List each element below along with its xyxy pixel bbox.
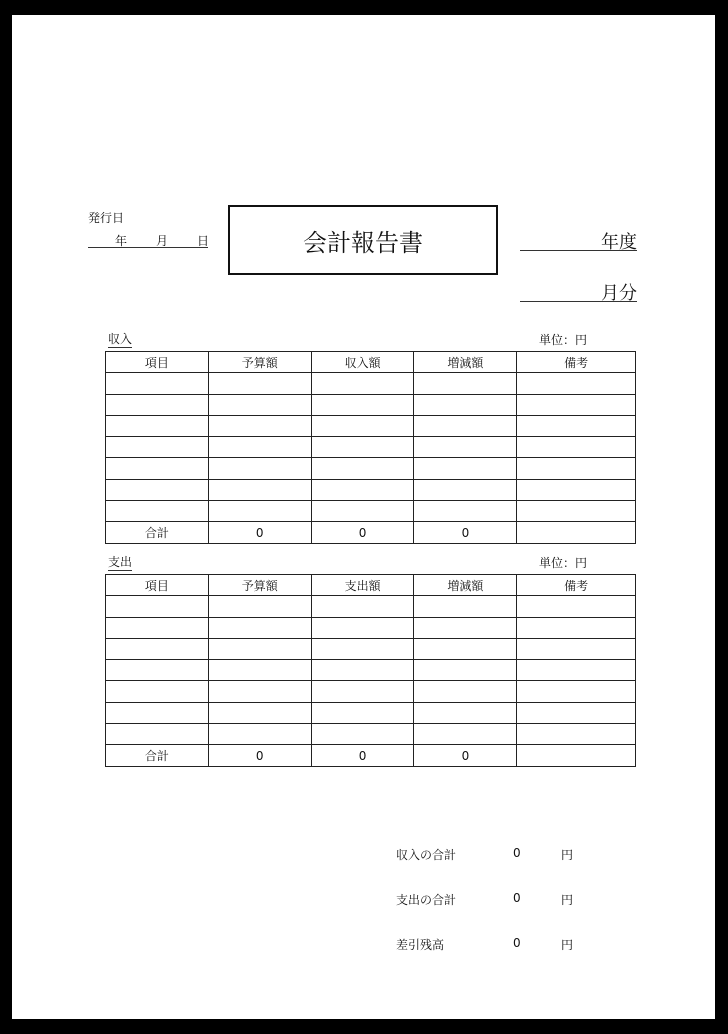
table-cell[interactable]	[106, 479, 209, 500]
table-cell[interactable]	[517, 501, 636, 522]
table-cell[interactable]	[208, 681, 311, 702]
column-header: 備考	[517, 575, 636, 596]
total-cell	[517, 745, 636, 766]
table-cell[interactable]	[208, 394, 311, 415]
table-cell[interactable]	[517, 373, 636, 394]
fiscal-year-field[interactable]	[520, 228, 637, 251]
table-cell[interactable]	[517, 437, 636, 458]
table-cell[interactable]	[517, 479, 636, 500]
table-cell[interactable]	[517, 724, 636, 745]
table-cell[interactable]	[311, 437, 414, 458]
table-cell[interactable]	[517, 415, 636, 436]
table-cell[interactable]	[414, 501, 517, 522]
table-cell[interactable]	[208, 660, 311, 681]
day-label: 日	[197, 234, 210, 248]
month-suffix: 月分	[601, 283, 637, 304]
table-cell[interactable]	[311, 724, 414, 745]
column-header: 項目	[106, 352, 209, 373]
table-cell[interactable]	[517, 617, 636, 638]
table-cell[interactable]	[106, 681, 209, 702]
table-cell[interactable]	[106, 660, 209, 681]
expense-section-label: 支出	[108, 555, 133, 569]
table-cell[interactable]	[208, 501, 311, 522]
column-header: 項目	[106, 575, 209, 596]
table-cell[interactable]	[517, 458, 636, 479]
title-text: 会計報告書	[303, 228, 423, 257]
total-cell: 0	[208, 745, 311, 766]
table-cell[interactable]	[414, 415, 517, 436]
table-cell[interactable]	[311, 501, 414, 522]
table-cell[interactable]	[311, 394, 414, 415]
table-cell[interactable]	[311, 458, 414, 479]
table-cell[interactable]	[414, 596, 517, 617]
table-cell[interactable]	[208, 373, 311, 394]
table-cell[interactable]	[208, 458, 311, 479]
total-cell: 0	[414, 745, 517, 766]
total-cell: 0	[311, 522, 414, 543]
income-table	[105, 351, 636, 544]
table-header-row	[106, 352, 636, 373]
table-cell[interactable]	[414, 394, 517, 415]
table-cell[interactable]	[414, 702, 517, 723]
table-row	[106, 596, 636, 617]
table-cell[interactable]	[106, 458, 209, 479]
table-cell[interactable]	[106, 415, 209, 436]
column-header: 増減額	[414, 352, 517, 373]
summary-unit: 円	[561, 848, 574, 862]
table-cell[interactable]	[311, 479, 414, 500]
total-row	[106, 745, 636, 766]
total-cell	[517, 522, 636, 543]
table-cell[interactable]	[208, 437, 311, 458]
summary-value: 0	[513, 891, 521, 905]
table-row	[106, 415, 636, 436]
table-cell[interactable]	[311, 617, 414, 638]
table-cell[interactable]	[414, 479, 517, 500]
issue-date-label: 発行日	[88, 211, 125, 225]
table-cell[interactable]	[106, 617, 209, 638]
issue-date-field[interactable]	[88, 232, 208, 248]
month-field[interactable]	[520, 279, 637, 302]
table-cell[interactable]	[106, 437, 209, 458]
table-cell[interactable]	[311, 660, 414, 681]
column-header: 増減額	[414, 575, 517, 596]
column-header: 予算額	[208, 575, 311, 596]
table-cell[interactable]	[208, 638, 311, 659]
table-row	[106, 501, 636, 522]
summary-label: 差引残高	[396, 938, 445, 952]
table-row	[106, 702, 636, 723]
table-cell[interactable]	[208, 724, 311, 745]
table-row	[106, 638, 636, 659]
table-cell[interactable]	[208, 415, 311, 436]
income-section-label: 収入	[108, 332, 133, 346]
table-cell[interactable]	[106, 373, 209, 394]
table-cell[interactable]	[414, 660, 517, 681]
month-label: 月	[156, 234, 169, 248]
table-cell[interactable]	[311, 596, 414, 617]
table-cell[interactable]	[208, 479, 311, 500]
table-cell[interactable]	[311, 638, 414, 659]
table-row	[106, 458, 636, 479]
table-cell[interactable]	[414, 458, 517, 479]
table-cell[interactable]	[208, 702, 311, 723]
fiscal-year-suffix: 年度	[601, 232, 637, 253]
table-cell[interactable]	[106, 394, 209, 415]
summary-unit: 円	[561, 938, 574, 952]
expense-table	[105, 574, 636, 767]
table-cell[interactable]	[311, 681, 414, 702]
table-cell[interactable]	[517, 638, 636, 659]
table-cell[interactable]	[106, 596, 209, 617]
table-cell[interactable]	[311, 702, 414, 723]
summary-label: 収入の合計	[396, 848, 457, 862]
table-cell[interactable]	[106, 501, 209, 522]
table-cell[interactable]	[106, 724, 209, 745]
table-cell[interactable]	[414, 724, 517, 745]
table-cell[interactable]	[517, 596, 636, 617]
table-cell[interactable]	[414, 638, 517, 659]
summary-unit: 円	[561, 893, 574, 907]
table-row	[106, 479, 636, 500]
table-cell[interactable]	[311, 373, 414, 394]
year-label: 年	[115, 234, 128, 248]
total-cell: 0	[311, 745, 414, 766]
summary-label: 支出の合計	[396, 893, 457, 907]
table-cell[interactable]	[517, 394, 636, 415]
expense-unit-label: 単位：円	[539, 556, 588, 570]
table-cell[interactable]	[414, 373, 517, 394]
column-header: 支出額	[311, 575, 414, 596]
table-cell[interactable]	[106, 638, 209, 659]
table-cell[interactable]	[517, 681, 636, 702]
table-cell[interactable]	[517, 702, 636, 723]
table-cell[interactable]	[208, 596, 311, 617]
summary-value: 0	[513, 846, 521, 860]
total-cell: 合計	[106, 745, 209, 766]
table-cell[interactable]	[517, 660, 636, 681]
table-cell[interactable]	[208, 617, 311, 638]
column-header: 備考	[517, 352, 636, 373]
table-cell[interactable]	[414, 617, 517, 638]
total-cell: 合計	[106, 522, 209, 543]
table-row	[106, 617, 636, 638]
total-cell: 0	[208, 522, 311, 543]
table-row	[106, 660, 636, 681]
summary-value: 0	[513, 936, 521, 950]
column-header: 収入額	[311, 352, 414, 373]
total-cell: 0	[414, 522, 517, 543]
table-cell[interactable]	[414, 437, 517, 458]
table-header-row	[106, 575, 636, 596]
total-row	[106, 522, 636, 543]
table-cell[interactable]	[414, 681, 517, 702]
table-row	[106, 437, 636, 458]
table-cell[interactable]	[106, 702, 209, 723]
table-cell[interactable]	[311, 415, 414, 436]
document-title	[228, 205, 498, 275]
table-row	[106, 373, 636, 394]
table-row	[106, 724, 636, 745]
income-unit-label: 単位：円	[539, 333, 588, 347]
table-row	[106, 681, 636, 702]
column-header: 予算額	[208, 352, 311, 373]
table-row	[106, 394, 636, 415]
